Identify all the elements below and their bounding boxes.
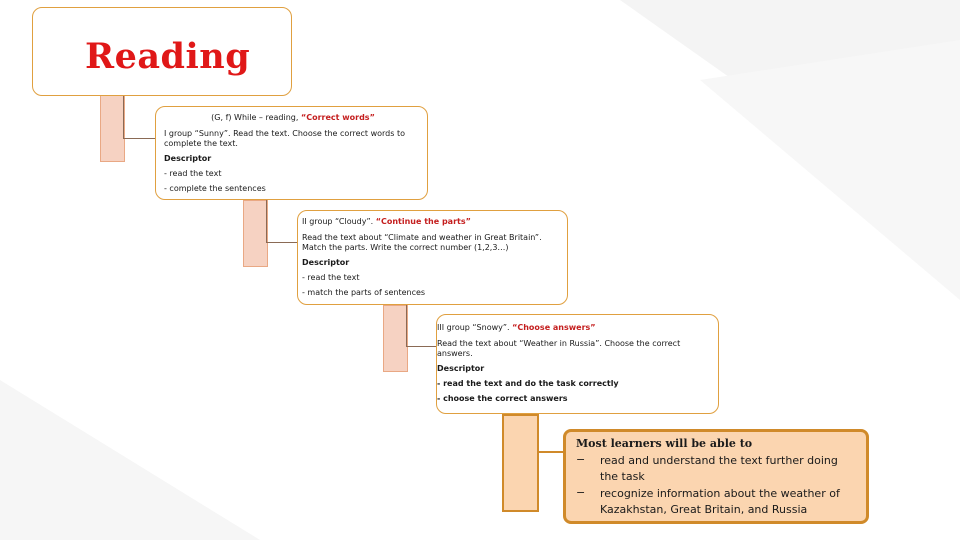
dash-bullet-icon: − xyxy=(576,486,586,499)
task3-box xyxy=(436,314,719,414)
elbow-line-3 xyxy=(406,305,437,347)
task2-heading xyxy=(302,217,564,227)
outcome-box xyxy=(563,429,869,524)
task3-instruction: Read the text about “Weather in Russia”. Choose the correct answers. xyxy=(437,339,681,358)
task2-content xyxy=(302,217,564,298)
task3-content xyxy=(437,323,711,404)
task1-item-1: - read the text xyxy=(164,169,222,178)
outcome-item-1-text: read and understand the text further doing the task xyxy=(600,454,838,483)
task1-content xyxy=(164,113,422,194)
elbow-line-2 xyxy=(266,200,298,243)
outcome-heading: Most learners will be able to xyxy=(576,437,753,450)
task3-item-2: - choose the correct answers xyxy=(437,394,568,403)
task2-heading-highlight: “Continue the parts” xyxy=(375,217,471,226)
task3-heading-prefix: III group “Snowy”. xyxy=(437,323,510,332)
task1-heading-highlight: “Correct words” xyxy=(300,113,375,122)
task3-item-1: - read the text and do the task correctly xyxy=(437,379,619,388)
task2-item-1: - read the text xyxy=(302,273,360,282)
task1-heading xyxy=(164,113,422,123)
task2-item-2: - match the parts of sentences xyxy=(302,288,426,297)
connector-task1-task2 xyxy=(243,200,268,267)
task2-descriptor-label: Descriptor xyxy=(302,258,350,267)
task1-heading-prefix: (G, f) While – reading, xyxy=(211,113,299,122)
title-box xyxy=(32,7,292,96)
connector-task3-outcome xyxy=(502,414,539,512)
page-title: Reading xyxy=(85,36,251,77)
dash-bullet-icon: − xyxy=(576,453,586,466)
outcome-item-2-text: recognize information about the weather of Kazakhstan, Great Britain, and Russia xyxy=(600,487,840,516)
task1-item-2: - complete the sentences xyxy=(164,184,266,193)
task1-instruction: I group “Sunny”. Read the text. Choose the correct words to complete the text. xyxy=(164,129,405,148)
outcome-list xyxy=(576,453,856,518)
connector-title-task1 xyxy=(100,95,125,162)
outcome-item-2 xyxy=(576,486,856,518)
task3-descriptor-label: Descriptor xyxy=(437,364,485,373)
task2-box xyxy=(297,210,568,305)
task3-heading xyxy=(437,323,711,333)
task2-instruction: Read the text about “Climate and weather in Great Britain”. Match the parts. Write the correct number (1,2,3…) xyxy=(302,233,542,252)
elbow-line-1 xyxy=(123,95,155,139)
task3-heading-highlight: “Choose answers” xyxy=(512,323,596,332)
task1-box xyxy=(155,106,428,200)
outcome-item-1 xyxy=(576,453,856,485)
task2-heading-prefix: II group “Cloudy”. xyxy=(302,217,374,226)
connector-task2-task3 xyxy=(383,305,408,372)
task1-descriptor-label: Descriptor xyxy=(164,154,212,163)
